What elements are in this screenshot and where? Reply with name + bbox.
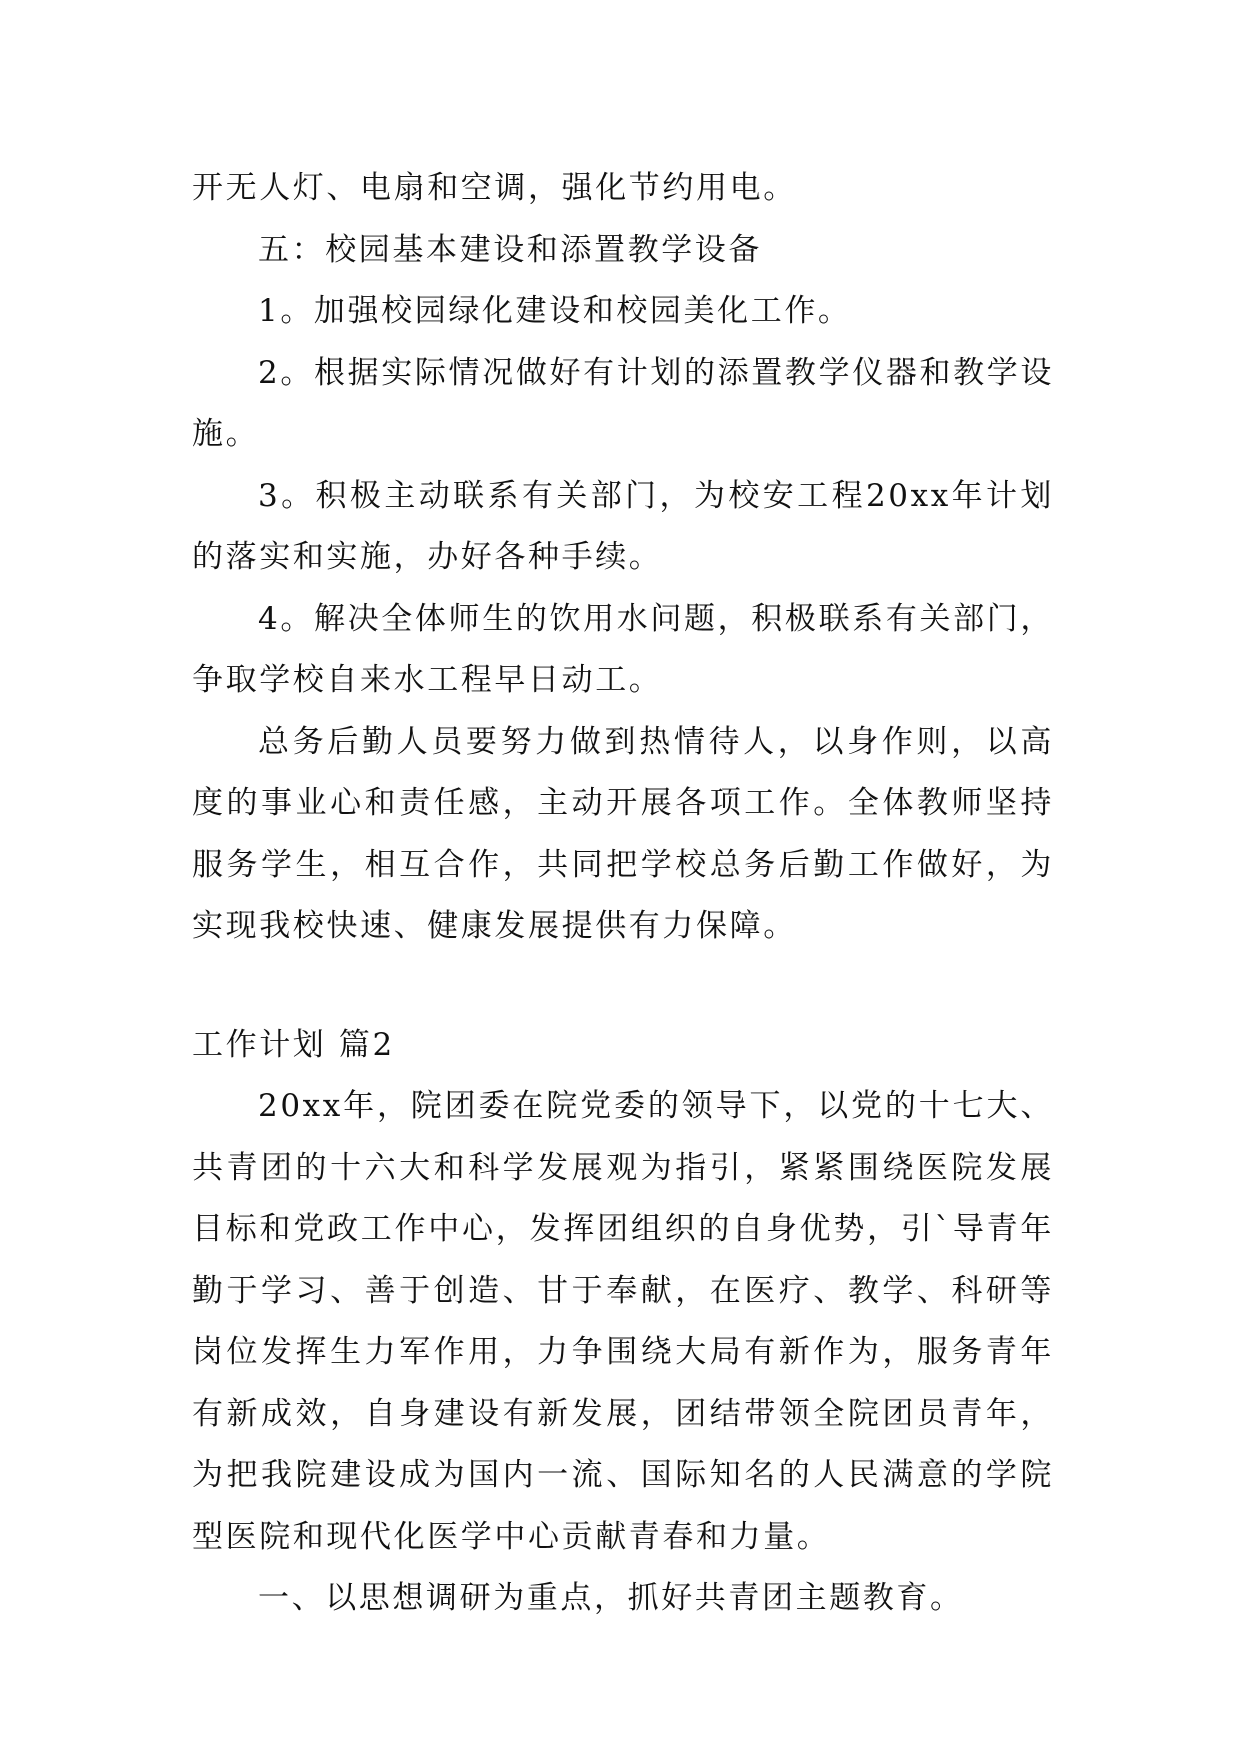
list-item-4: 4。解决全体师生的饮用水问题，积极联系有关部门，争取学校自来水工程早日动工。 <box>192 600 1054 698</box>
list-item-2: 2。根据实际情况做好有计划的添置教学仪器和教学设施。 <box>192 354 1054 452</box>
section-title: 工作计划 篇2 <box>192 1026 395 1063</box>
intro-paragraph: 20xx年，院团委在院党委的领导下，以党的十七大、共青团的十六大和科学发展观为指引，紧紧围绕医院发展目标和党政工作中心，发挥团组织的自身优势，引`导青年勤于学习、善于创造、甘于奉献，在医疗、教学、科研等岗位发挥生力军作用，力争围绕大局有新作为，服务青年有新成效，自身建设有新发展，团结带领全院团员青年，为把我院建设成为国内一流、国际知名的人民满意的学院型医院和现代化医学中心贡献青春和力量。 <box>192 1088 1054 1555</box>
document-body <box>192 158 1054 1630</box>
section-five-heading: 五：校园基本建设和添置教学设备 <box>258 231 762 268</box>
list-item-3: 3。积极主动联系有关部门，为校安工程20xx年计划的落实和实施，办好各种手续。 <box>192 477 1054 575</box>
paragraph-continuation: 开无人灯、电扇和空调，强化节约用电。 <box>192 170 797 206</box>
closing-paragraph: 总务后勤人员要努力做到热情待人，以身作则，以高度的事业心和责任感，主动开展各项工作。全体教师坚持服务学生，相互合作，共同把学校总务后勤工作做好，为实现我校快速、健康发展提供有力保障。 <box>192 723 1054 944</box>
point-one-heading: 一、以思想调研为重点，抓好共青团主题教育。 <box>258 1580 964 1616</box>
section-gap <box>192 958 1054 1015</box>
list-item-1: 1。加强校园绿化建设和校园美化工作。 <box>258 293 852 329</box>
